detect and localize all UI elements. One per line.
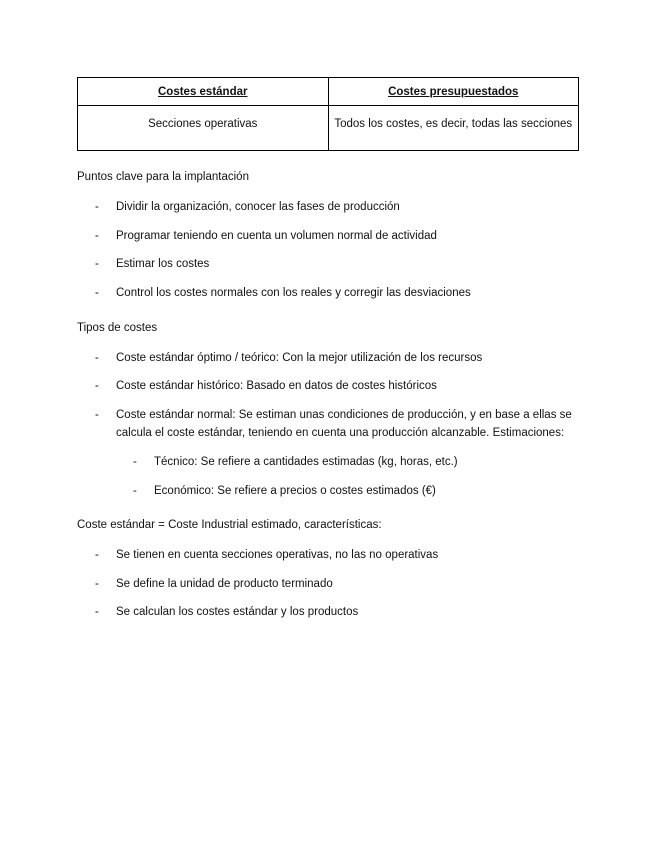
list-item-text: Se tienen en cuenta secciones operativas, no las no operativas bbox=[116, 549, 439, 561]
bullet-dash: - bbox=[95, 201, 99, 213]
sub-list-item-text: Económico: Se refiere a precios o costes estimados (€) bbox=[154, 485, 436, 497]
bullet-dash: - bbox=[133, 456, 137, 468]
table-header-costes-presupuestados: Costes presupuestados bbox=[328, 78, 579, 106]
list-item-text: Programar teniendo en cuenta un volumen normal de actividad bbox=[116, 230, 437, 242]
comparison-table bbox=[77, 77, 579, 151]
bullet-dash: - bbox=[95, 606, 99, 618]
list-item-text: Control los costes normales con los reales y corregir las desviaciones bbox=[116, 287, 471, 299]
list-item-text: Dividir la organización, conocer las fases de producción bbox=[116, 201, 400, 213]
bullet-dash: - bbox=[95, 287, 99, 299]
table-cell-todos-los-costes: Todos los costes, es decir, todas las secciones bbox=[328, 106, 579, 151]
list-item-text: Estimar los costes bbox=[116, 258, 210, 270]
bullet-dash: - bbox=[95, 409, 99, 421]
section-heading-coste-estandar: Coste estándar = Coste Industrial estimado, características: bbox=[77, 519, 382, 531]
bullet-dash: - bbox=[95, 352, 99, 364]
list-item-text: Coste estándar normal: Se estiman unas condiciones de producción, y en base a ellas se calcula el coste estándar, teniendo en cuenta una producción alcanzable. Estimaciones: bbox=[116, 409, 572, 439]
bullet-dash: - bbox=[95, 578, 99, 590]
list-item-text: Se define la unidad de producto terminado bbox=[116, 578, 333, 590]
table-header-costes-estandar: Costes estándar bbox=[78, 78, 329, 106]
list-item-text: Coste estándar óptimo / teórico: Con la mejor utilización de los recursos bbox=[116, 352, 483, 364]
table-cell-secciones-operativas: Secciones operativas bbox=[78, 106, 329, 151]
bullet-dash: - bbox=[95, 230, 99, 242]
bullet-dash: - bbox=[95, 258, 99, 270]
section-heading-puntos-clave: Puntos clave para la implantación bbox=[77, 171, 249, 183]
bullet-dash: - bbox=[133, 485, 137, 497]
list-item-text: Se calculan los costes estándar y los productos bbox=[116, 606, 359, 618]
section-heading-tipos-de-costes: Tipos de costes bbox=[77, 322, 158, 334]
bullet-dash: - bbox=[95, 549, 99, 561]
list-item-text: Coste estándar histórico: Basado en datos de costes históricos bbox=[116, 380, 437, 392]
bullet-dash: - bbox=[95, 380, 99, 392]
sub-list-item-text: Técnico: Se refiere a cantidades estimadas (kg, horas, etc.) bbox=[154, 456, 458, 468]
